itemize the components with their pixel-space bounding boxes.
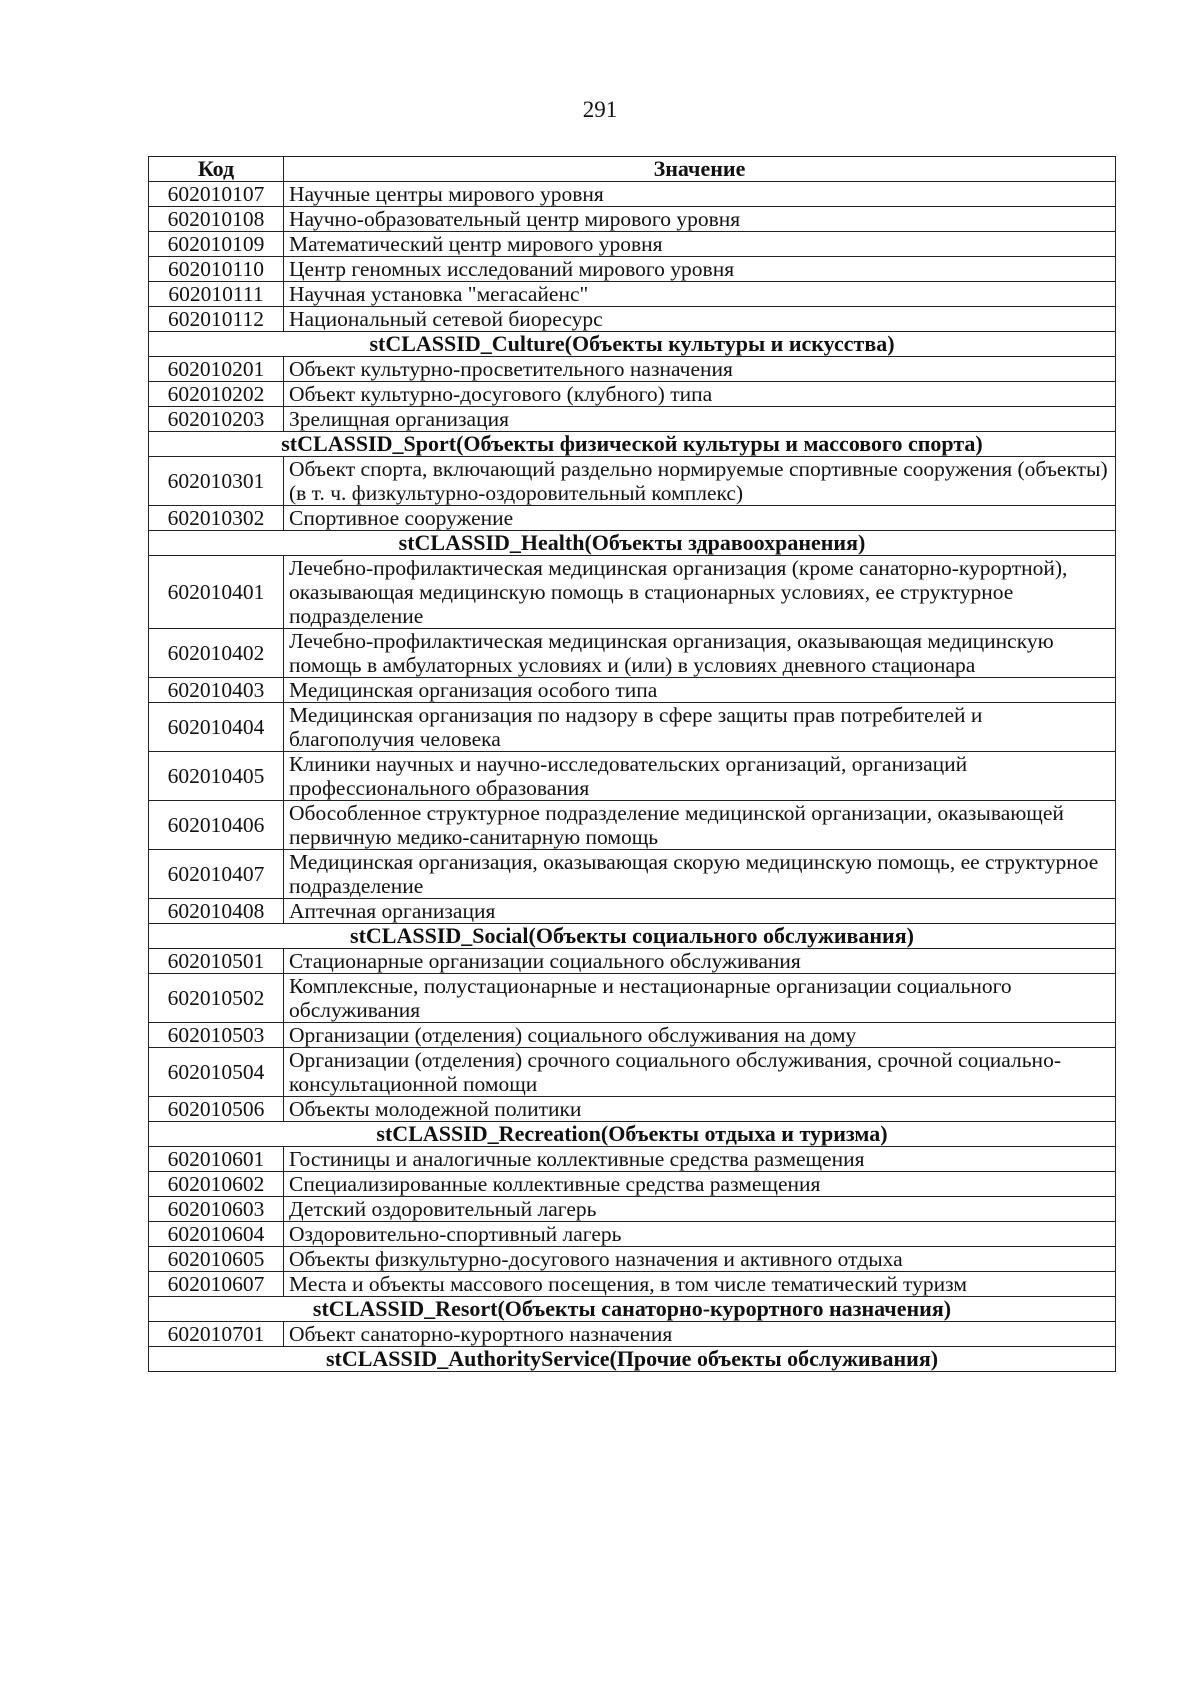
code-cell: 602010605 (149, 1247, 284, 1272)
value-cell: Объекты молодежной политики (284, 1097, 1116, 1122)
value-cell: Медицинская организация, оказывающая скорую медицинскую помощь, ее структурное подразделение (284, 850, 1116, 899)
value-cell: Детский оздоровительный лагерь (284, 1197, 1116, 1222)
code-cell: 602010601 (149, 1147, 284, 1172)
section-row (149, 1347, 1116, 1372)
table-row (149, 801, 1116, 850)
table-row (149, 1097, 1116, 1122)
value-cell: Лечебно-профилактическая медицинская организация (кроме санаторно-курортной), оказывающая медицинскую помощь в стационарных условиях, ее структурное подразделение (284, 556, 1116, 629)
table-row (149, 506, 1116, 531)
table-row (149, 850, 1116, 899)
table-row (149, 407, 1116, 432)
table-row (149, 382, 1116, 407)
value-cell: Клиники научных и научно-исследовательских организаций, организаций профессионального образования (284, 752, 1116, 801)
table-row (149, 1247, 1116, 1272)
value-cell: Места и объекты массового посещения, в том числе тематический туризм (284, 1272, 1116, 1297)
table-row (149, 974, 1116, 1023)
table-row (149, 1272, 1116, 1297)
table-row (149, 1322, 1116, 1347)
code-cell: 602010407 (149, 850, 284, 899)
table-row (149, 1048, 1116, 1097)
section-row (149, 531, 1116, 556)
code-cell: 602010503 (149, 1023, 284, 1048)
code-cell: 602010111 (149, 282, 284, 307)
table-row (149, 678, 1116, 703)
value-cell: Объект культурно-досугового (клубного) типа (284, 382, 1116, 407)
value-cell: Центр геномных исследований мирового уровня (284, 257, 1116, 282)
code-cell: 602010203 (149, 407, 284, 432)
section-row (149, 332, 1116, 357)
section-title: stCLASSID_AuthorityService(Прочие объекты обслуживания) (149, 1347, 1116, 1372)
section-title: stCLASSID_Culture(Объекты культуры и искусства) (149, 332, 1116, 357)
value-cell: Организации (отделения) срочного социального обслуживания, срочной социально-консультационной помощи (284, 1048, 1116, 1097)
header-value: Значение (284, 157, 1116, 182)
value-cell: Организации (отделения) социального обслуживания на дому (284, 1023, 1116, 1048)
section-row (149, 1297, 1116, 1322)
code-cell: 602010701 (149, 1322, 284, 1347)
table-row (149, 949, 1116, 974)
section-title: stCLASSID_Recreation(Объекты отдыха и туризма) (149, 1122, 1116, 1147)
value-cell: Медицинская организация особого типа (284, 678, 1116, 703)
code-cell: 602010112 (149, 307, 284, 332)
code-cell: 602010404 (149, 703, 284, 752)
section-title: stCLASSID_Sport(Объекты физической культуры и массового спорта) (149, 432, 1116, 457)
code-cell: 602010108 (149, 207, 284, 232)
value-cell: Математический центр мирового уровня (284, 232, 1116, 257)
section-title: stCLASSID_Health(Объекты здравоохранения) (149, 531, 1116, 556)
value-cell: Объект спорта, включающий раздельно нормируемые спортивные сооружения (объекты) (в т. ч. физкультурно-оздоровительный комплекс) (284, 457, 1116, 506)
value-cell: Медицинская организация по надзору в сфере защиты прав потребителей и благополучия человека (284, 703, 1116, 752)
header-code: Код (149, 157, 284, 182)
value-cell: Обособленное структурное подразделение медицинской организации, оказывающей первичную медико-санитарную помощь (284, 801, 1116, 850)
table-row (149, 629, 1116, 678)
table-row (149, 1023, 1116, 1048)
value-cell: Научно-образовательный центр мирового уровня (284, 207, 1116, 232)
code-cell: 602010501 (149, 949, 284, 974)
value-cell: Зрелищная организация (284, 407, 1116, 432)
value-cell: Оздоровительно-спортивный лагерь (284, 1222, 1116, 1247)
table-row (149, 556, 1116, 629)
code-cell: 602010402 (149, 629, 284, 678)
code-cell: 602010301 (149, 457, 284, 506)
section-row (149, 924, 1116, 949)
value-cell: Национальный сетевой биоресурс (284, 307, 1116, 332)
code-cell: 602010603 (149, 1197, 284, 1222)
table-row (149, 207, 1116, 232)
section-title: stCLASSID_Social(Объекты социального обслуживания) (149, 924, 1116, 949)
code-cell: 602010110 (149, 257, 284, 282)
code-cell: 602010607 (149, 1272, 284, 1297)
code-cell: 602010502 (149, 974, 284, 1023)
value-cell: Научная установка "мегасайенс" (284, 282, 1116, 307)
value-cell: Объекты физкультурно-досугового назначения и активного отдыха (284, 1247, 1116, 1272)
code-cell: 602010602 (149, 1172, 284, 1197)
value-cell: Объект культурно-просветительного назначения (284, 357, 1116, 382)
code-cell: 602010403 (149, 678, 284, 703)
table-row (149, 182, 1116, 207)
value-cell: Специализированные коллективные средства размещения (284, 1172, 1116, 1197)
table-row (149, 1147, 1116, 1172)
value-cell: Комплексные, полустационарные и нестационарные организации социального обслуживания (284, 974, 1116, 1023)
table-row (149, 899, 1116, 924)
section-row (149, 1122, 1116, 1147)
code-cell: 602010408 (149, 899, 284, 924)
value-cell: Научные центры мирового уровня (284, 182, 1116, 207)
value-cell: Лечебно-профилактическая медицинская организация, оказывающая медицинскую помощь в амбулаторных условиях и (или) в условиях дневного стационара (284, 629, 1116, 678)
code-cell: 602010504 (149, 1048, 284, 1097)
code-cell: 602010405 (149, 752, 284, 801)
table-header-row (149, 157, 1116, 182)
section-row (149, 432, 1116, 457)
value-cell: Стационарные организации социального обслуживания (284, 949, 1116, 974)
section-title: stCLASSID_Resort(Объекты санаторно-курортного назначения) (149, 1297, 1116, 1322)
value-cell: Объект санаторно-курортного назначения (284, 1322, 1116, 1347)
table-row (149, 752, 1116, 801)
table-row (149, 257, 1116, 282)
table-row (149, 282, 1116, 307)
code-cell: 602010506 (149, 1097, 284, 1122)
table-row (149, 1222, 1116, 1247)
table-row (149, 1197, 1116, 1222)
code-cell: 602010401 (149, 556, 284, 629)
code-cell: 602010107 (149, 182, 284, 207)
table-row (149, 357, 1116, 382)
code-cell: 602010202 (149, 382, 284, 407)
value-cell: Спортивное сооружение (284, 506, 1116, 531)
code-cell: 602010201 (149, 357, 284, 382)
code-cell: 602010302 (149, 506, 284, 531)
code-cell: 602010604 (149, 1222, 284, 1247)
value-cell: Гостиницы и аналогичные коллективные средства размещения (284, 1147, 1116, 1172)
table-row (149, 1172, 1116, 1197)
code-cell: 602010406 (149, 801, 284, 850)
classifier-table (148, 156, 1116, 1372)
page-number: 291 (582, 97, 618, 122)
table-row (149, 307, 1116, 332)
table-row (149, 232, 1116, 257)
value-cell: Аптечная организация (284, 899, 1116, 924)
table-row (149, 703, 1116, 752)
code-cell: 602010109 (149, 232, 284, 257)
table-row (149, 457, 1116, 506)
table-body (149, 182, 1116, 1372)
